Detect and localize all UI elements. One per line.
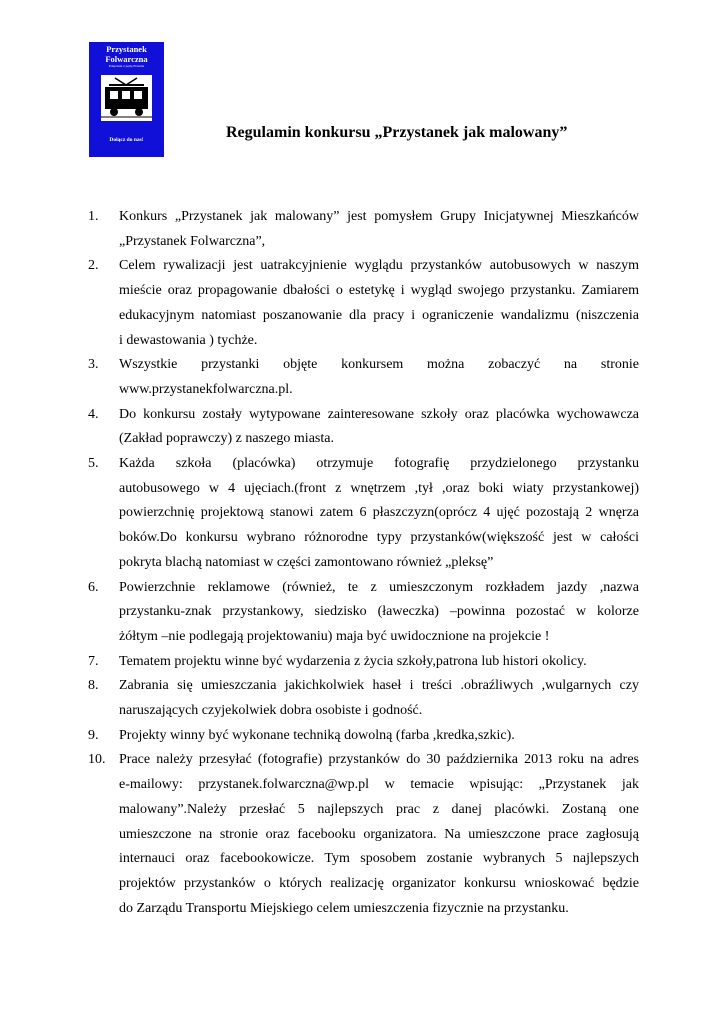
list-item-line: Konkurs „Przystanek jak malowany” jest pomysłem Grupy Inicjatywnej Mieszkańców	[119, 209, 639, 224]
logo-slogan: Dołącz do nas!	[109, 137, 144, 143]
list-item-number: 3.	[88, 357, 99, 373]
list-item-line: edukacyjnym natomiast poszanowanie dla pracy i ograniczenie wandalizmu (niszczenia	[119, 307, 639, 323]
list-item-line: Powierzchnie reklamowe (również, te z umieszczonym rozkładem jazdy ,nazwa	[119, 579, 639, 595]
list-item-line: żółtym –nie podlegają projektowaniu) maja być uwidocznione na projekcie !	[119, 628, 550, 644]
list-item-line: www.przystanekfolwarczna.pl.	[119, 381, 293, 397]
list-item-line: Celem rywalizacji jest uatrakcyjnienie wyglądu przystanków autobusowych w naszym	[119, 258, 639, 274]
list-item-line: autobusowego w 4 ujęciach.(front z wnętrzem ,tył ,oraz boki wiaty przystankowej)	[119, 480, 639, 496]
list-item-line: naruszających czyjekolwiek dobra osobiste i godność.	[119, 703, 423, 718]
list-item-number: 2.	[88, 258, 99, 274]
list-item-line: pokryta blachą natomiast w części zamontowano również „pleksę”	[119, 554, 494, 570]
list-item-text	[119, 674, 639, 723]
list-item-text	[119, 353, 639, 402]
list-item-line: e-mailowy: przystanek.folwarczna@wp.pl w temacie wpisując: „Przystanek jak	[119, 777, 639, 793]
list-item-line: powierzchnię projektową stanowi zatem 6 płaszczyzn(oprócz 4 ujęć pozostają 2 wnęrza	[119, 505, 639, 521]
list-item-line: internauci oraz facebookowicze. Tym sposobem zostanie wybranych 5 najlepszych	[119, 851, 639, 867]
list-item-number: 6.	[88, 579, 99, 595]
list-item-line: malowany”.Należy przesłać 5 najlepszych prac z danej placówki. Zostaną one	[119, 801, 639, 817]
list-item-line: „Przystanek Folwarczna”,	[119, 233, 266, 249]
list-item-text	[119, 205, 639, 254]
document-title: Regulamin konkursu „Przystanek jak malowany”	[226, 124, 568, 141]
list-item-line: do Zarządu Transportu Miejskiego celem umieszczenia fizycznie na przystanku.	[119, 900, 569, 916]
list-item-line: projektów przystanków o których realizację organizator konkursu wnioskować będzie	[119, 875, 639, 891]
list-item-text	[119, 403, 639, 452]
tram-icon	[101, 75, 152, 121]
list-item-text	[119, 650, 639, 675]
list-item-text	[119, 576, 639, 650]
list-item-line: umieszczone na stronie oraz facebooku organizatora. Na umieszczone prace zagłosują	[119, 826, 639, 842]
list-item-line: i dewastowania ) tychże.	[119, 332, 258, 348]
list-item-number: 10.	[88, 752, 106, 768]
list-item-line: Tematem projektu winne być wydarzenia z życia szkoły,patrona lub histori okolicy.	[119, 653, 587, 669]
list-item-line: Zabrania się umieszczania jakichkolwiek haseł i treści .obraźliwych ,wulgarnych czy	[119, 678, 639, 694]
list-item-line: Prace należy przesyłać (fotografie) przystanków do 30 października 2013 roku na adres	[119, 752, 639, 768]
list-item-text	[119, 452, 639, 576]
list-item-line: Projekty winny być wykonane techniką dowolną (farba ,kredka,szkic).	[119, 727, 515, 743]
list-item-number: 8.	[88, 678, 99, 694]
logo-title	[89, 44, 164, 64]
list-item-number: 1.	[88, 209, 99, 224]
list-item-line: Do konkursu zostały wytypowane zainteresowane szkoły oraz placówka wychowawcza	[119, 406, 639, 422]
list-item-text	[119, 254, 639, 353]
list-item-number: 4.	[88, 406, 99, 422]
list-item-number: 7.	[88, 653, 99, 669]
list-item-text	[119, 724, 639, 749]
list-item-line: Wszystkie przystanki objęte konkursem można zobaczyć na stronie	[119, 357, 639, 373]
list-item-line: boków.Do konkursu wybrano różnorodne typy przystanków(większość jest w całości	[119, 530, 639, 546]
list-item-number: 9.	[88, 727, 99, 743]
organization-logo	[89, 42, 164, 157]
list-item-line: (Zakład poprawczy) z naszego miasta.	[119, 431, 334, 447]
logo-subtitle: Połączeni z pętlą Fraszna	[108, 64, 145, 68]
list-item-line: przystanku-znak przystankowy, siedzisko (ławeczka) –powinna pozostać w kolorze	[119, 604, 639, 620]
list-item-line: Każda szkoła (placówka) otrzymuje fotografię przydzielonego przystanku	[119, 456, 639, 471]
list-item-text	[119, 748, 639, 921]
logo-title-line1: Przystanek	[106, 44, 147, 54]
logo-title-line2: Folwarczna	[105, 54, 148, 64]
list-item-line: mieście oraz propagowanie dbałości o estetykę i wygląd swojego przystanku. Zamiarem	[119, 283, 639, 299]
list-item-number: 5.	[88, 456, 99, 471]
